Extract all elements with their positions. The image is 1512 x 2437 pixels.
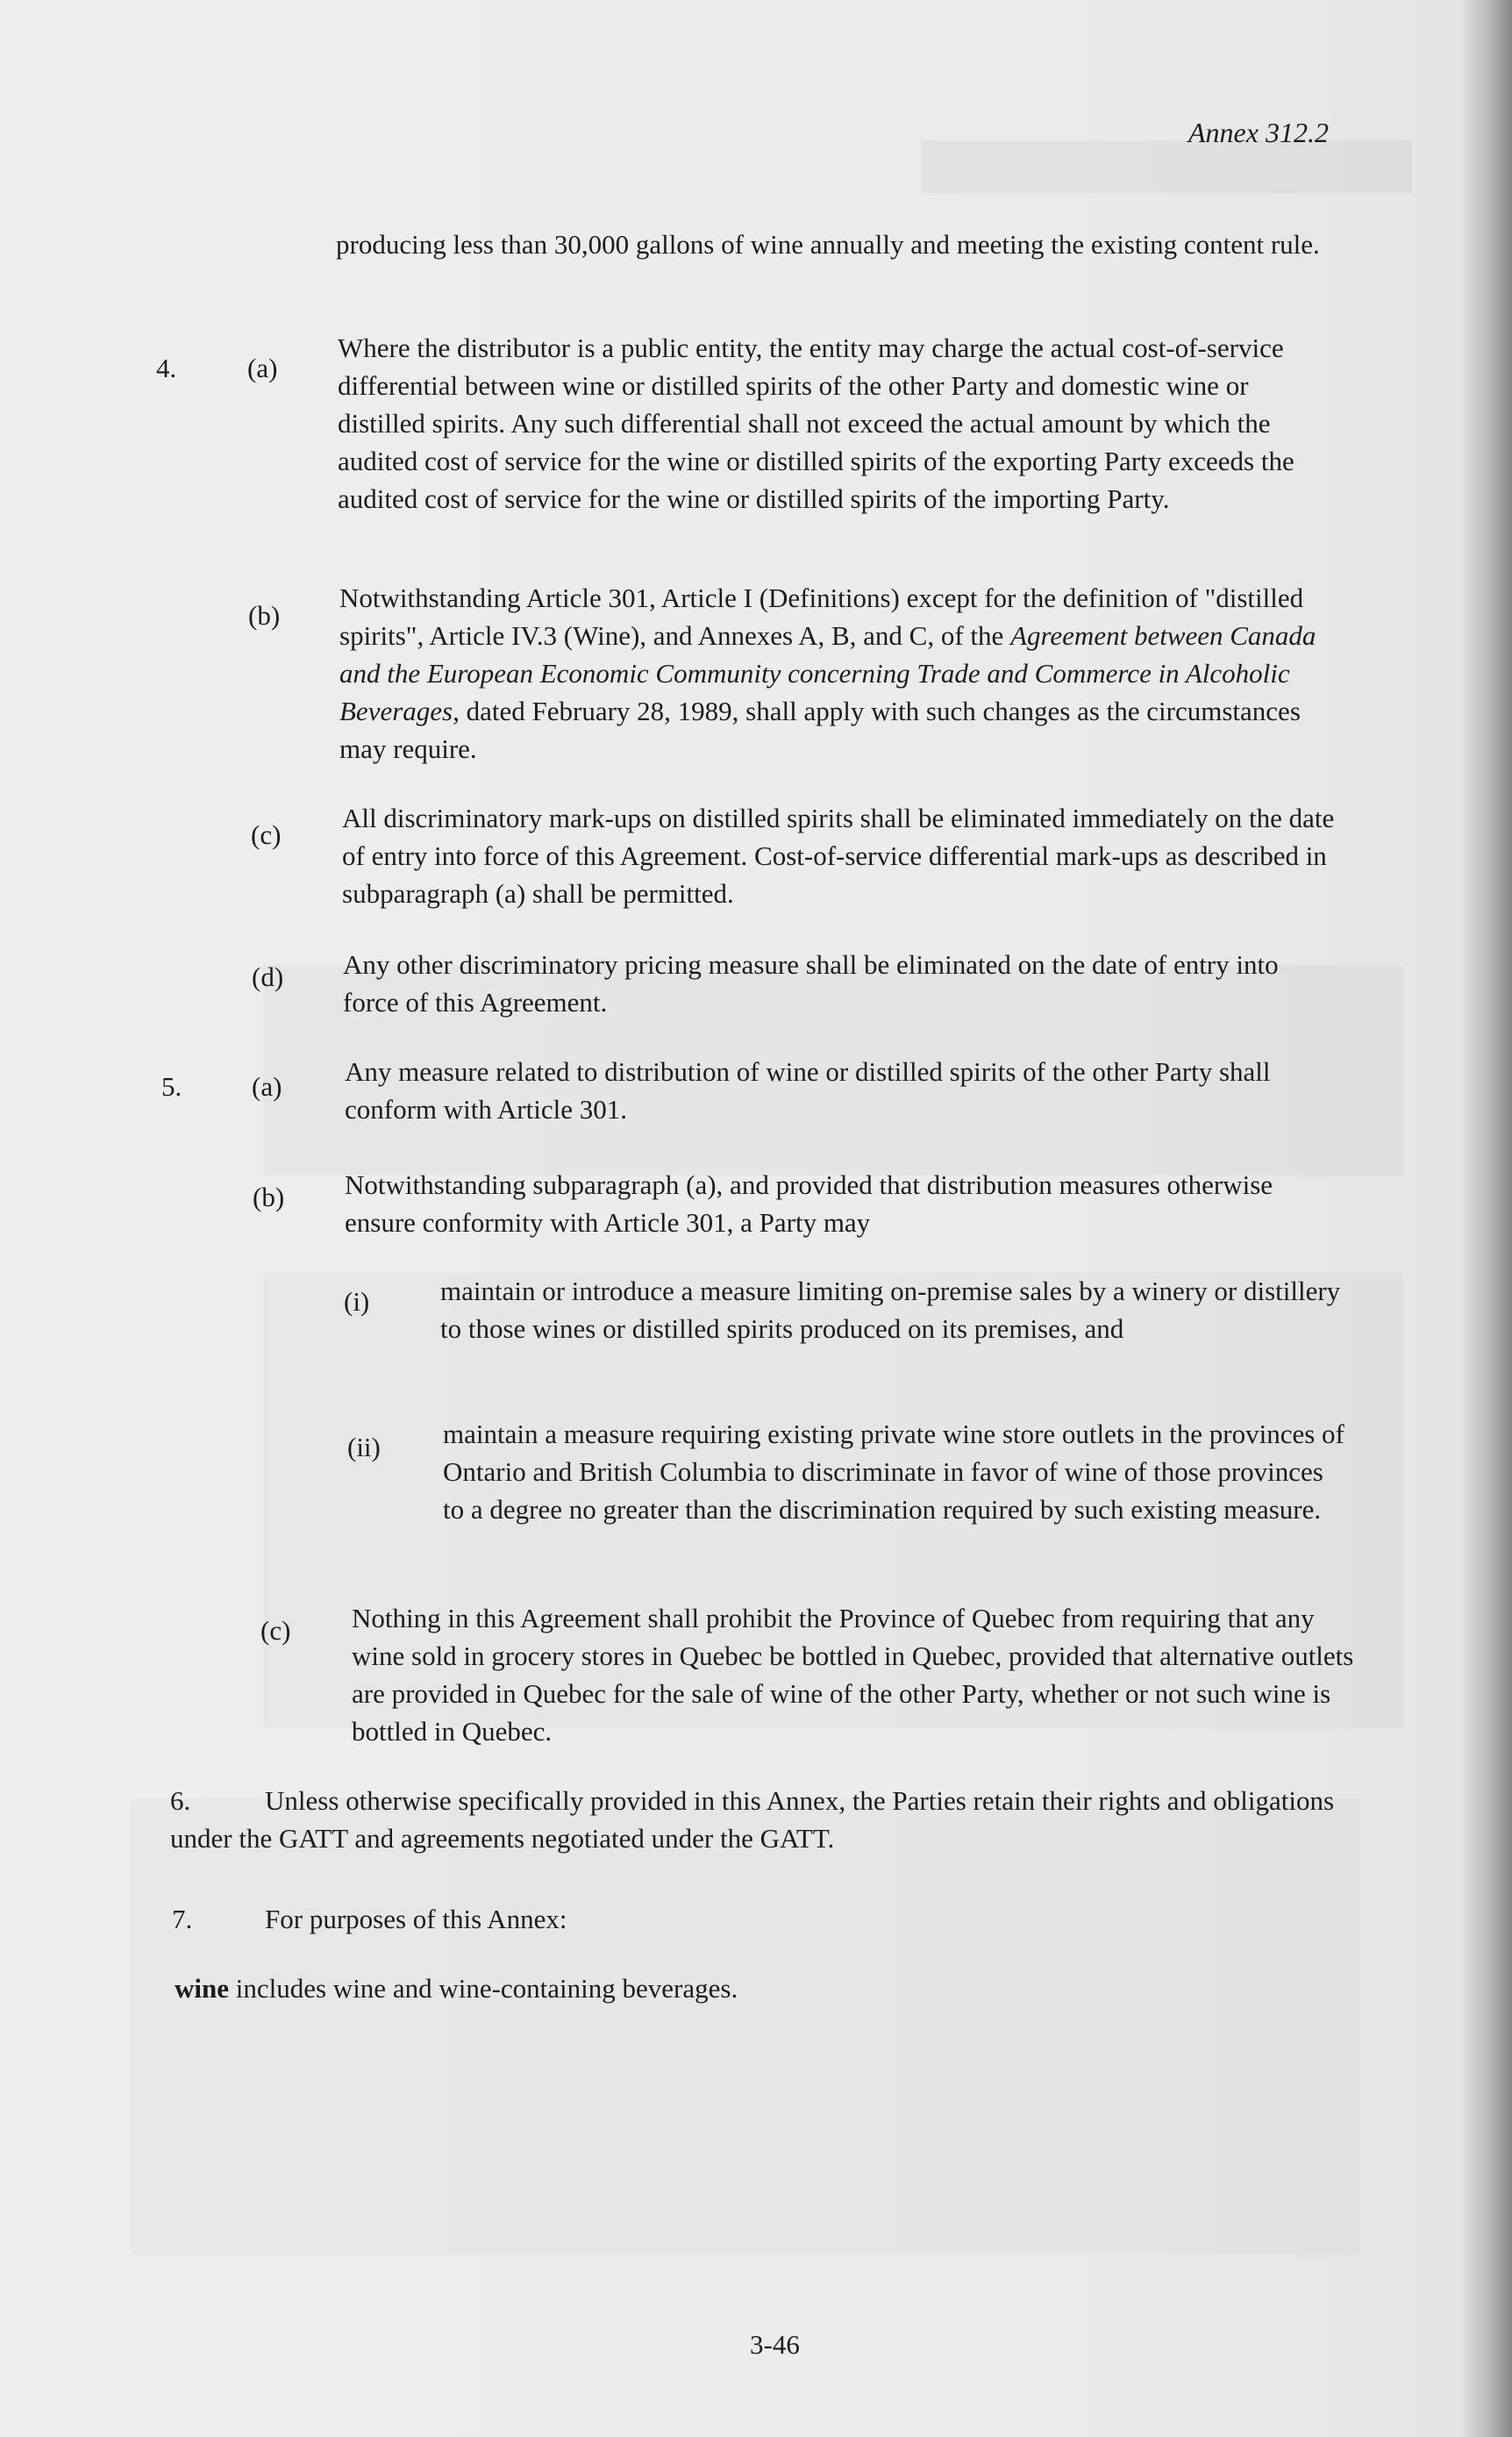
para-5b-text: Notwithstanding subparagraph (a), and provided that distribution measures otherwise ensure conformity with Article 301, a Party may [345, 1169, 1273, 1238]
para-5b-ii-text: maintain a measure requiring existing private wine store outlets in the provinces of Ontario and British Columbia to discriminate in favor of wine of those provinces to a degree no greater than the discrimination required by such existing measure. [443, 1419, 1344, 1525]
para-5b-i-label: (i) [344, 1286, 370, 1317]
para-5c-text: Nothing in this Agreement shall prohibit the Province of Quebec from requiring that any wine sold in grocery stores in Quebec be bottled in Quebec, provided that alternative outlets are provided in Quebec for the sale of wine of the other Party, whether or not such wine is bottled in Quebec. [352, 1603, 1354, 1747]
para-4c-label: (c) [251, 819, 282, 850]
para-6-number: 6. [170, 1785, 191, 1816]
para-5b-i-text: maintain or introduce a measure limiting on-premise sales by a winery or distillery to those wines or distilled spirits produced on its premises, and [440, 1276, 1341, 1344]
bleed-through-block-1 [921, 140, 1412, 193]
para-4-number: 4. [156, 353, 177, 383]
para-4b-label: (b) [248, 600, 281, 631]
para-5a-label: (a) [252, 1071, 282, 1102]
para-4d-label: (d) [252, 961, 284, 992]
annex-header: Annex 312.2 [1188, 117, 1329, 148]
para-5a-text: Any measure related to distribution of wine or distilled spirits of the other Party shall conform with Article 301. [345, 1056, 1271, 1125]
para-5b-ii-label: (ii) [347, 1432, 381, 1462]
para-7 [172, 1900, 1312, 1938]
para-4b-agreement-title: Agreement between Canada and the European Economic Community concerning Trade and Commerce in Alcoholic Beverages [339, 620, 1316, 726]
page-number: 3-46 [750, 2329, 800, 2360]
wine-definition-text: includes wine and wine-containing beverages. [229, 1973, 738, 2004]
para-5-number: 5. [161, 1071, 182, 1102]
bleed-through-block-4 [132, 1798, 1359, 2255]
para-4a-text: Where the distributor is a public entity, the entity may charge the actual cost-of-service differential between wine or distilled spirits of the other Party and domestic wine or distilled spirits. Any such differential shall not exceed the actual amount by which the audited cost of service for the wine or distilled spirits of the exporting Party exceeds the audited cost of service for the wine or distilled spirits of the importing Party. [338, 332, 1294, 514]
para-6 [170, 1782, 1345, 1857]
para-5b-label: (b) [253, 1182, 285, 1212]
defined-term-wine: wine [175, 1973, 229, 2004]
para-4b-text-pre: Notwithstanding Article 301, Article I (Definitions) except for the definition of "distilled spirits", Article IV.3 (Wine), and Annexes A, B, and C, of the [339, 582, 1304, 651]
para-7-text: For purposes of this Annex: [265, 1904, 567, 1934]
para-4b-text-post: , dated February 28, 1989, shall apply with such changes as the circumstances may require. [339, 696, 1301, 764]
para-4c-text: All discriminatory mark-ups on distilled spirits shall be eliminated immediately on the date of entry into force of this Agreement. Cost-of-service differential mark-ups as described in subparagraph (a) shall be permitted. [342, 803, 1335, 909]
continuation-text: producing less than 30,000 gallons of wine annually and meeting the existing content rule. [336, 229, 1320, 260]
para-7-number: 7. [172, 1904, 193, 1934]
para-5c-label: (c) [260, 1615, 291, 1646]
para-4a-label: (a) [247, 353, 278, 383]
para-4b-text [339, 579, 1348, 768]
page-edge-shadow [1459, 0, 1512, 2437]
para-4d-text: Any other discriminatory pricing measure shall be eliminated on the date of entry into force of this Agreement. [343, 949, 1279, 1018]
wine-definition [175, 1969, 1227, 2007]
para-6-text: Unless otherwise specifically provided in this Annex, the Parties retain their rights and obligations under the GATT and agreements negotiated under the GATT. [170, 1785, 1335, 1854]
